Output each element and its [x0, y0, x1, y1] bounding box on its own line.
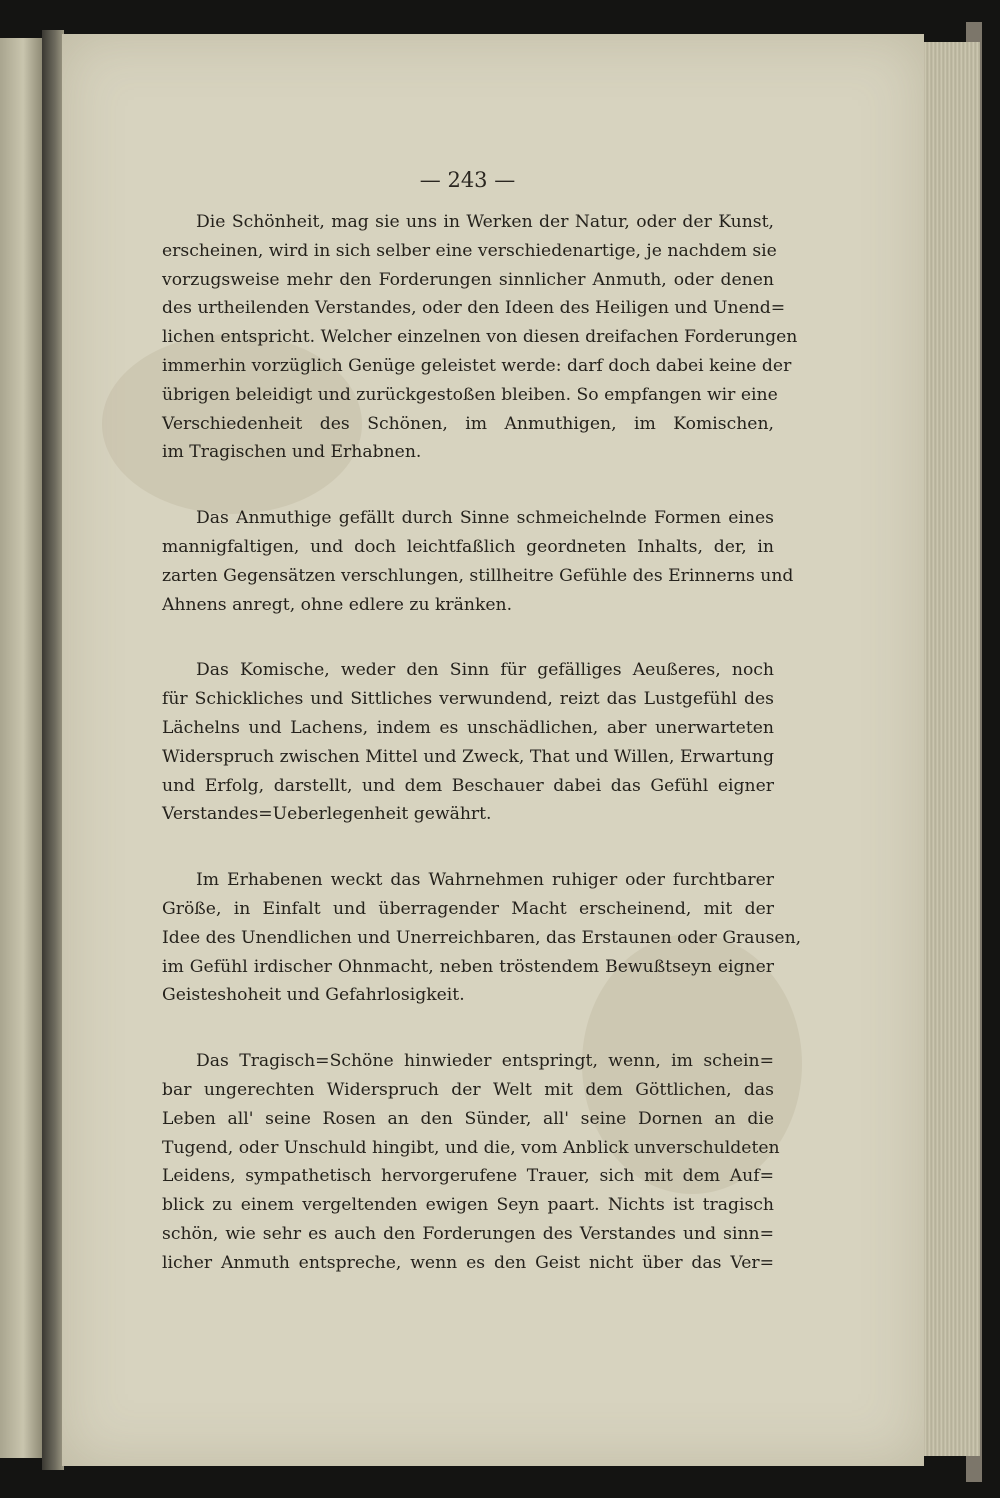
text-line: übrigen beleidigt und zurückgestoßen bleiben. So empfangen wir eine: [162, 384, 778, 405]
text-line: zarten Gegensätzen verschlungen, stillheitre Gefühle des Erinnerns und: [162, 565, 794, 586]
text-line: Das Anmuthige gefällt durch Sinne schmeichelnde Formen eines: [196, 508, 774, 529]
text-line: Geisteshoheit und Gefahrlosigkeit.: [162, 985, 465, 1006]
text-line: licher Anmuth entspreche, wenn es den Geist nicht über das Ver=: [162, 1252, 774, 1273]
text-line: schön, wie sehr es auch den Forderungen des Verstandes und sinn=: [162, 1223, 774, 1244]
text-line: im Gefühl irdischer Ohnmacht, neben tröstendem Bewußtseyn eigner: [162, 956, 774, 977]
paragraph-komische: [162, 656, 774, 829]
text-line: Das Tragisch=Schöne hinwieder entspringt, wenn, im schein=: [196, 1051, 774, 1072]
text-line: blick zu einem vergeltenden ewigen Seyn paart. Nichts ist tragisch: [162, 1195, 774, 1216]
text-line: Verstandes=Ueberlegenheit gewährt.: [162, 804, 492, 825]
text-line: Die Schönheit, mag sie uns in Werken der Natur, oder der Kunst,: [196, 212, 774, 232]
page-number: — 243 —: [419, 168, 516, 192]
page-body-text: [162, 208, 802, 1315]
text-line: des urtheilenden Verstandes, oder den Ideen des Heiligen und Unend=: [162, 298, 786, 319]
text-line: mannigfaltigen, und doch leichtfaßlich geordneten Inhalts, der, in: [162, 536, 774, 557]
text-line: im Tragischen und Erhabnen.: [162, 442, 422, 463]
text-line: Leidens, sympathetisch hervorgerufene Trauer, sich mit dem Auf=: [162, 1166, 774, 1187]
text-line: vorzugsweise mehr den Forderungen sinnlicher Anmuth, oder denen: [162, 269, 774, 290]
text-line: für Schickliches und Sittliches verwundend, reizt das Lustgefühl des: [162, 689, 774, 710]
paragraph-schoenheit: [162, 208, 798, 467]
left-page-edge: [0, 38, 42, 1458]
text-line: immerhin vorzüglich Genüge geleistet werde: darf doch dabei keine der: [162, 355, 792, 376]
text-line: Widerspruch zwischen Mittel und Zweck, That und Willen, Erwartung: [162, 746, 774, 767]
text-line: Verschiedenheit des Schönen, im Anmuthigen, im Komischen,: [162, 413, 774, 434]
text-line: bar ungerechten Widerspruch der Welt mit dem Göttlichen, das: [162, 1079, 774, 1100]
text-line: Größe, in Einfalt und überragender Macht erscheinend, mit der: [162, 898, 774, 919]
book-gutter: [42, 30, 64, 1470]
text-line: Das Komische, weder den Sinn für gefälliges Aeußeres, noch: [196, 660, 774, 681]
paragraph-erhabene: [162, 866, 802, 1010]
paragraph-anmuthige: [162, 504, 794, 619]
text-line: erscheinen, wird in sich selber eine verschiedenartige, je nachdem sie: [162, 240, 777, 261]
text-line: Leben all' seine Rosen an den Sünder, all' seine Dornen an die: [162, 1108, 774, 1129]
text-line: Im Erhabenen weckt das Wahrnehmen ruhiger oder furchtbarer: [196, 870, 774, 891]
paragraph-tragisch-schoene: [162, 1047, 780, 1277]
text-line: lichen entspricht. Welcher einzelnen von diesen dreifachen Forderungen: [162, 327, 798, 348]
page-block-edges: [924, 42, 980, 1456]
text-line: Ahnens anregt, ohne edlere zu kränken.: [162, 594, 513, 615]
text-line: und Erfolg, darstellt, und dem Beschauer dabei das Gefühl eigner: [162, 775, 774, 796]
text-line: Idee des Unendlichen und Unerreichbaren, das Erstaunen oder Grausen,: [162, 927, 802, 948]
text-line: Tugend, oder Unschuld hingibt, und die, vom Anblick unverschuldeten: [162, 1137, 780, 1158]
text-line: Lächelns und Lachens, indem es unschädlichen, aber unerwarteten: [162, 717, 774, 738]
